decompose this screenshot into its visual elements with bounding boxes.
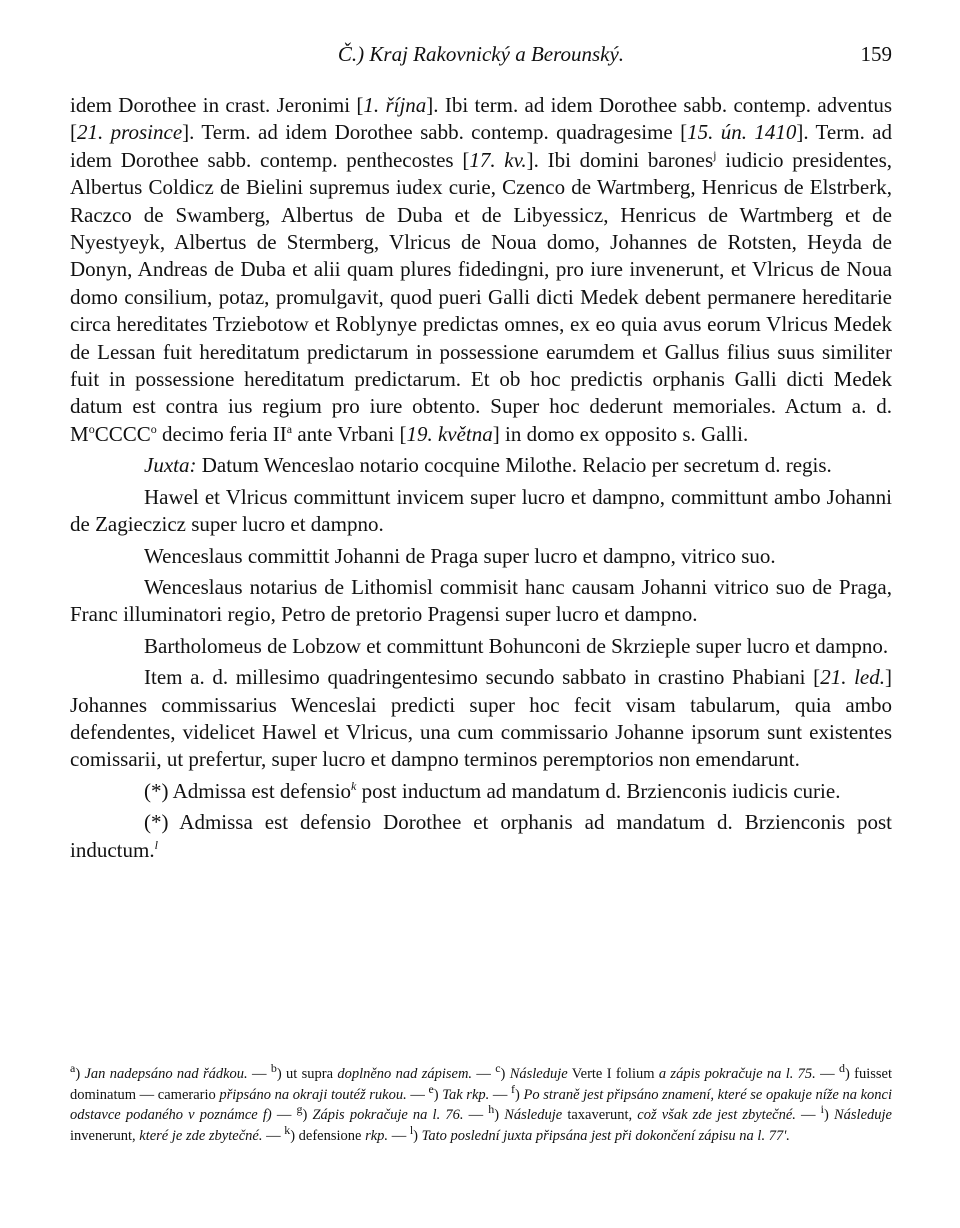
- text-run: post inductum ad mandatum d. Brzienconis iudicis curie.: [356, 778, 841, 803]
- italic-text: Jan nadepsáno nad řádkou.: [84, 1066, 248, 1082]
- footnote-marker: k: [351, 778, 357, 793]
- text-run: —: [795, 1107, 821, 1124]
- text-run: (*) Admissa est defensio Dorothee et orphanis ad mandatum d. Brzienconis post inductum.: [70, 810, 892, 862]
- italic-text: Tak rkp.: [442, 1086, 490, 1103]
- text-run: ] Johannes commissarius Wenceslai predicti super hoc fecit visam tabularum, quia ambo defendentes, videlicet Hawel et Vlricus, una cum commissario Johanne ipsorum sunt existentes comissarii, ut prefertur, super lucro et dampno terminos peremptorios non emendarunt.: [70, 665, 893, 772]
- paragraph: [70, 543, 892, 570]
- footnote-marker: d: [838, 1061, 845, 1076]
- text-run: Hawel et Vlricus committunt invicem super lucro et dampno, committunt ambo Johanni de Zagieczicz super lucro et dampno.: [70, 484, 892, 537]
- page-header: [70, 42, 892, 72]
- text-run: —: [489, 1086, 512, 1103]
- text-run: ): [824, 1107, 834, 1124]
- footnote-marker: e: [428, 1081, 434, 1096]
- footnote-block: [70, 1061, 893, 1146]
- footnote-marker: h: [488, 1102, 495, 1117]
- text-run: ): [433, 1086, 443, 1103]
- italic-text: 17. kv.: [469, 147, 527, 172]
- text-run: Datum Wenceslao notario cocquine Milothe. Relacio per secretum d. regis.: [196, 453, 832, 478]
- text-run: ): [302, 1107, 313, 1124]
- footnote-marker: c: [495, 1061, 501, 1076]
- italic-text: Tato poslední juxta připsána jest při dokončení zápisu na l. 77'.: [421, 1127, 790, 1144]
- text-run: ]. Term. ad idem Dorothee sabb. contemp. penthecostes [: [70, 120, 893, 172]
- text-run: Verte I folium: [567, 1066, 659, 1082]
- text-run: invenerunt,: [70, 1127, 140, 1144]
- paragraph: [70, 484, 892, 539]
- text-run: ]. Ibi domini barones: [526, 147, 714, 172]
- italic-text: Následuje: [509, 1066, 568, 1082]
- text-run: Wenceslaus notarius de Lithomisl commisit hanc causam Johanni vitrico suo de Praga, Franc illuminatori regio, Petro de pretorio Pragensi super lucro et dampno.: [70, 574, 892, 627]
- text-run: ): [494, 1107, 505, 1124]
- paragraph: [70, 574, 892, 629]
- text-run: (*) Admissa est defensio: [144, 778, 352, 803]
- text-run: —: [271, 1107, 297, 1124]
- text-run: —: [262, 1127, 285, 1144]
- italic-text: rkp.: [365, 1127, 389, 1144]
- paragraph: [70, 809, 892, 864]
- page-number: 159: [860, 42, 892, 66]
- italic-text: 15. ún. 1410: [687, 120, 797, 145]
- text-run: decimo feria II: [156, 421, 287, 446]
- text-run: ]. Term. ad idem Dorothee sabb. contemp. quadragesime [: [182, 120, 688, 145]
- footnotes: [70, 1061, 893, 1146]
- text-run: —: [472, 1066, 496, 1082]
- text-run: —: [388, 1127, 410, 1144]
- running-title: Č.) Kraj Rakovnický a Berounský.: [337, 42, 625, 66]
- italic-text: 19. května: [406, 421, 493, 446]
- footnote-marker: f: [511, 1081, 516, 1096]
- footnote-marker: a: [286, 421, 293, 436]
- text-run: ) defensione: [290, 1127, 366, 1144]
- text-run: ) ut supra: [276, 1066, 338, 1082]
- text-run: Wenceslaus committit Johanni de Praga super lucro et dampno, vitrico suo.: [144, 543, 776, 568]
- italic-text: Následuje: [504, 1107, 563, 1124]
- paragraph: [70, 633, 892, 660]
- text-run: Item a. d. millesimo quadringentesimo secundo sabbato in crastino Phabiani [: [144, 665, 821, 690]
- footnote-marker: b: [270, 1061, 277, 1076]
- text-run: CCCC: [94, 421, 151, 446]
- paragraph: [70, 778, 892, 805]
- footnote-marker: g: [296, 1102, 303, 1117]
- text-run: ) fuisset dominatum — camerario: [70, 1066, 892, 1103]
- italic-text: a zápis pokračuje na l. 75.: [658, 1066, 816, 1082]
- footnote-marker: j: [713, 147, 717, 162]
- footnote-marker: i: [820, 1102, 825, 1117]
- footnote-marker: o: [88, 421, 95, 436]
- footnote-marker: l: [409, 1122, 414, 1137]
- italic-text: Juxta:: [144, 453, 197, 478]
- paragraph: [70, 452, 892, 479]
- text-run: ): [413, 1127, 422, 1144]
- italic-text: Po straně jest připsáno znamení, které se opakuje níže na konci odstavce podaného v poznámce f): [70, 1086, 893, 1124]
- text-run: —: [406, 1086, 429, 1103]
- footnote-marker: k: [284, 1122, 291, 1137]
- text-run: ): [75, 1066, 85, 1082]
- text-run: ): [515, 1086, 524, 1103]
- text-run: ): [500, 1066, 510, 1082]
- footnote-marker: l: [154, 837, 158, 852]
- text-run: ] in domo ex opposito s. Galli.: [492, 421, 749, 446]
- paragraph: [70, 664, 892, 774]
- text-run: —: [247, 1066, 271, 1082]
- text-run: iudicio presidentes, Albertus Coldicz de Bielini supremus iudex curie, Czenco de Wartmberg, Henricus de Elstrberk, Raczco de Swamberg, Albertus de Duba et de Libyessicz, Henricus de Wartmberg et de Nyestyeyk, Albertus de Stermberg, Vlricus de Noua domo, Johannes de Rotsten, Heyda de Donyn, Andreas de Duba et alii quam plures fidedingni, pro iure invenerunt, et Vlricus de Noua domo consilium, potaz, promulgavit, quod pueri Galli dicti Medek debent permanere hereditarie circa hereditates Trziebotow et Roblynye predictas omnes, ex eo quia avus eorum Vlricus Medek de Lessan fuit hereditatum predictarum in possessione earumdem et Gallus filius suus similiter fuit in possessione hereditatum predictarum. Et ob hoc predictis orphanis Galli dicti Medek datum est contra ius regium pro iure obtento. Super hoc dederunt memoriales. Actum a. d. M: [70, 147, 892, 446]
- text-run: —: [815, 1066, 839, 1082]
- italic-text: 21. led.: [820, 665, 886, 690]
- italic-text: 1. října: [363, 93, 427, 117]
- body-text: [70, 92, 892, 868]
- text-run: idem Dorothee in crast. Jeronimi [: [70, 93, 364, 117]
- italic-text: Následuje: [833, 1107, 892, 1124]
- text-run: taxaverunt,: [562, 1107, 638, 1124]
- text-run: —: [463, 1107, 489, 1124]
- text-run: ]. Ibi term. ad idem Dorothee sabb. contemp. adventus [: [70, 93, 892, 145]
- footnote-marker: a: [70, 1061, 76, 1076]
- text-run: ante Vrbani [: [292, 421, 407, 446]
- footnote-marker: o: [150, 421, 157, 436]
- italic-text: doplněno nad zápisem.: [337, 1066, 473, 1082]
- italic-text: což však zde jest zbytečné.: [637, 1107, 796, 1124]
- italic-text: připsáno na okraji toutéž rukou.: [219, 1086, 407, 1103]
- paragraph: [70, 92, 892, 448]
- text-run: Bartholomeus de Lobzow et committunt Bohunconi de Skrzieple super lucro et dampno.: [144, 633, 889, 658]
- italic-text: které je zde zbytečné.: [139, 1127, 263, 1144]
- italic-text: Zápis pokračuje na l. 76.: [312, 1107, 464, 1124]
- italic-text: 21. prosince: [77, 120, 183, 145]
